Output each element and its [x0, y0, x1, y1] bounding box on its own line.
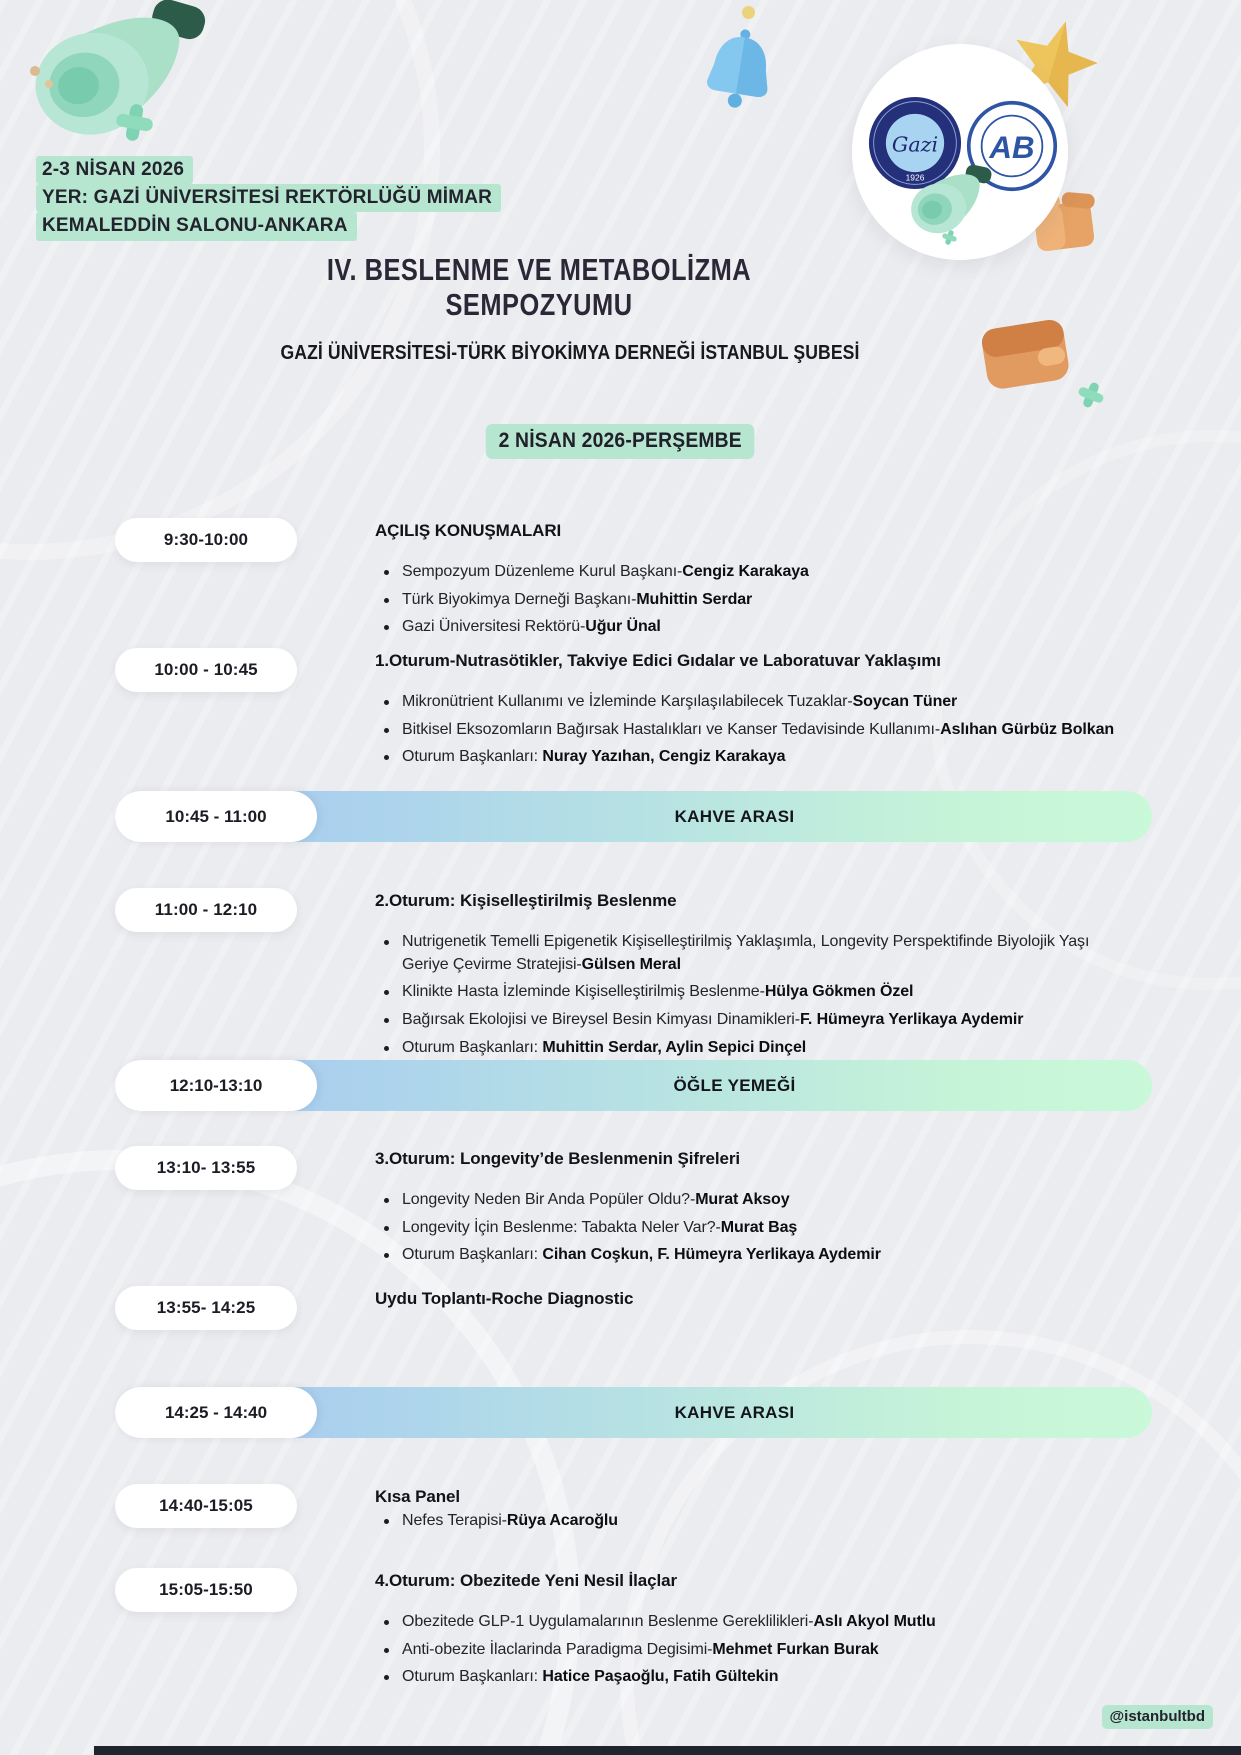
bullet-item: [375, 1037, 1127, 1060]
event-dates: 2-3 NİSAN 2026: [36, 156, 193, 184]
break-banner: [115, 1060, 1152, 1111]
bullet-text: Oturum Başkanları:: [402, 1246, 543, 1264]
bullet-item: [375, 1244, 1127, 1267]
time-text: 14:40-15:05: [159, 1496, 253, 1515]
symposium-title: [97, 252, 981, 322]
logo-cluster: [852, 44, 1068, 260]
day-header-badge: 2 NİSAN 2026-PERŞEMBE: [486, 424, 755, 459]
plus-3d-icon: [113, 101, 156, 144]
bullet-text: Türk Biyokimya Derneği Başkanı-: [402, 590, 637, 608]
bullet-item: [375, 691, 1127, 714]
title-line1: IV. BESLENME VE METABOLİZMA: [326, 252, 752, 287]
session-heading: Kısa Panel: [375, 1487, 460, 1506]
time-text: 13:55- 14:25: [156, 1298, 256, 1317]
bullet-speaker: Hülya Gökmen Özel: [764, 983, 914, 1001]
session-heading: 1.Oturum-Nutrasötikler, Takviye Edici Gıdalar ve Laboratuvar Yaklaşımı: [375, 651, 941, 670]
session-heading: 4.Oturum: Obezitede Yeni Nesil İlaçlar: [375, 1571, 677, 1590]
bullet-speaker: Aslıhan Gürbüz Bolkan: [940, 720, 1115, 738]
break-label: KAHVE ARASI: [674, 1402, 795, 1422]
svg-text:Gazi: Gazi: [891, 132, 939, 157]
organizers-block: [0, 342, 1140, 365]
bullet-speaker: Murat Aksoy: [695, 1191, 790, 1208]
bullet-text: Oturum Başkanları:: [402, 1038, 543, 1056]
bullet-speaker: Gülsen Meral: [581, 955, 681, 973]
bullet-item: [375, 1217, 1127, 1240]
time-pill: [115, 1484, 297, 1528]
bullet-speaker: Aslı Akyol Mutlu: [813, 1613, 936, 1630]
bullet-speaker: Hatice Paşaoğlu, Fatih Gültekin: [542, 1668, 779, 1686]
social-handle-badge: @istanbultbd: [1102, 1705, 1213, 1729]
time-pill: [115, 1387, 317, 1438]
break-label: ÖĞLE YEMEĞİ: [673, 1075, 796, 1095]
bullet-list: [375, 931, 1127, 1060]
bullet-text: Mikronütrient Kullanımı ve İzleminde Karşılaşılabilecek Tuzaklar-: [402, 693, 853, 710]
bullet-speaker: Muhittin Serdar: [636, 590, 753, 608]
plus-3d-icon: [1074, 378, 1108, 412]
bullet-speaker: Uğur Ünal: [585, 618, 661, 636]
bullet-item: [375, 1189, 1127, 1212]
bullet-item: [375, 616, 1127, 639]
break-banner: [115, 1387, 1152, 1438]
venue-line: KEMALEDDİN SALONU-ANKARA: [36, 212, 357, 240]
break-label: KAHVE ARASI: [674, 806, 795, 826]
session-heading: 2.Oturum: Kişiselleştirilmiş Beslenme: [375, 891, 677, 910]
time-pill: [115, 1568, 297, 1612]
bullet-text: Longevity İçin Beslenme: Tabakta Neler Var?-: [402, 1218, 721, 1236]
time-pill: [115, 1060, 317, 1111]
bullet-item: [375, 589, 1127, 612]
bullet-text: Klinikte Hasta İzleminde Kişiselleştirilmiş Beslenme-: [402, 983, 765, 1001]
bullet-list: [375, 691, 1127, 769]
time-text: 13:10- 13:55: [156, 1158, 256, 1177]
bullet-list: [375, 1510, 1127, 1533]
bullet-item: [375, 719, 1127, 742]
bullet-text: Bağırsak Ekolojisi ve Bireysel Besin Kimyası Dinamikleri-: [402, 1011, 800, 1029]
svg-text:AB: AB: [989, 129, 1035, 165]
bullet-speaker: Cengiz Karakaya: [682, 563, 809, 580]
bullet-item: [375, 561, 1127, 584]
bullet-list: [375, 1189, 1127, 1267]
bullet-item: [375, 981, 1127, 1004]
sparkle-dot-icon: [742, 6, 755, 19]
bottom-bar: [94, 1746, 1241, 1755]
time-pill: [115, 648, 297, 692]
plus-3d-icon: [940, 228, 959, 247]
bullet-text: Nutrigenetik Temelli Epigenetik Kişiselleştirilmiş Yaklaşımla, Longevity Perspektifinde Biyolojik Yaşı Geriye Çevirme Stratejisi-: [402, 933, 1090, 973]
bullet-item: [375, 1639, 1127, 1662]
bullet-speaker: Rüya Acaroğlu: [506, 1512, 618, 1529]
organizers-text: GAZİ ÜNİVERSİTESİ-TÜRK BİYOKİMYA DERNEĞİ İSTANBUL ŞUBESİ: [280, 342, 860, 364]
bullet-text: Gazi Üniversitesi Rektörü-: [402, 618, 586, 636]
session-heading: 3.Oturum: Longevity’de Beslenmenin Şifreleri: [375, 1149, 740, 1168]
bullet-item: [375, 746, 1127, 769]
bullet-speaker: Soycan Tüner: [852, 693, 958, 710]
time-text: 11:00 - 12:10: [154, 900, 258, 919]
venue-line: YER: GAZİ ÜNİVERSİTESİ REKTÖRLÜĞÜ MİMAR: [36, 184, 501, 212]
event-info-block: [36, 156, 501, 241]
time-text: 10:45 - 11:00: [165, 806, 267, 826]
megaphone-3d-icon: [4, 0, 230, 164]
bullet-speaker: Muhittin Serdar, Aylin Sepici Dinçel: [542, 1038, 807, 1056]
bullet-speaker: Cihan Coşkun, F. Hümeyra Yerlikaya Aydemir: [542, 1246, 881, 1264]
bullet-item: [375, 1009, 1127, 1032]
time-pill: [115, 1146, 297, 1190]
bullet-text: Bitkisel Eksozomların Bağırsak Hastalıkları ve Kanser Tedavisinde Kullanımı-: [402, 720, 941, 738]
session-heading: AÇILIŞ KONUŞMALARI: [375, 521, 562, 540]
title-block: [0, 252, 1078, 322]
bell-3d-icon: [693, 16, 786, 119]
bullet-text: Sempozyum Düzenleme Kurul Başkanı-: [402, 563, 683, 580]
bullet-speaker: Nuray Yazıhan, Cengiz Karakaya: [542, 748, 786, 766]
bullet-item: [375, 931, 1127, 976]
session-heading: Uydu Toplantı-Roche Diagnostic: [375, 1289, 634, 1308]
bullet-speaker: Mehmet Furkan Burak: [712, 1640, 879, 1658]
title-line2: SEMPOZYUMU: [445, 287, 633, 323]
time-text: 12:10-13:10: [169, 1075, 263, 1095]
break-banner: [115, 791, 1152, 842]
bullet-text: Oturum Başkanları:: [402, 1668, 543, 1686]
sparkle-dot-icon: [45, 80, 53, 88]
time-pill: [115, 888, 297, 932]
bullet-speaker: Murat Baş: [720, 1218, 798, 1236]
bullet-speaker: F. Hümeyra Yerlikaya Aydemir: [799, 1011, 1024, 1029]
time-text: 14:25 - 14:40: [164, 1402, 268, 1422]
bullet-text: Anti-obezite İlaclarinda Paradigma Degisimi-: [402, 1640, 713, 1658]
bullet-text: Nefes Terapisi-: [402, 1512, 507, 1529]
day-header-block: [0, 424, 1241, 459]
bullet-item: [375, 1611, 1127, 1634]
bullet-text: Longevity Neden Bir Anda Popüler Oldu?-: [402, 1191, 696, 1208]
time-pill: [115, 791, 317, 842]
bullet-text: Oturum Başkanları:: [402, 748, 543, 766]
sparkle-dot-icon: [30, 66, 40, 76]
time-pill: [115, 1286, 297, 1330]
time-text: 15:05-15:50: [159, 1580, 253, 1599]
bullet-list: [375, 1611, 1127, 1689]
time-pill: [115, 518, 297, 562]
bullet-item: [375, 1510, 1127, 1533]
time-text: 10:00 - 10:45: [154, 660, 258, 679]
bullet-item: [375, 1666, 1127, 1689]
bullet-list: [375, 561, 1127, 639]
bullet-text: Obezitede GLP-1 Uygulamalarının Beslenme Gereklilikleri-: [402, 1613, 814, 1630]
svg-text:1926: 1926: [905, 172, 925, 183]
time-text: 9:30-10:00: [163, 530, 249, 549]
